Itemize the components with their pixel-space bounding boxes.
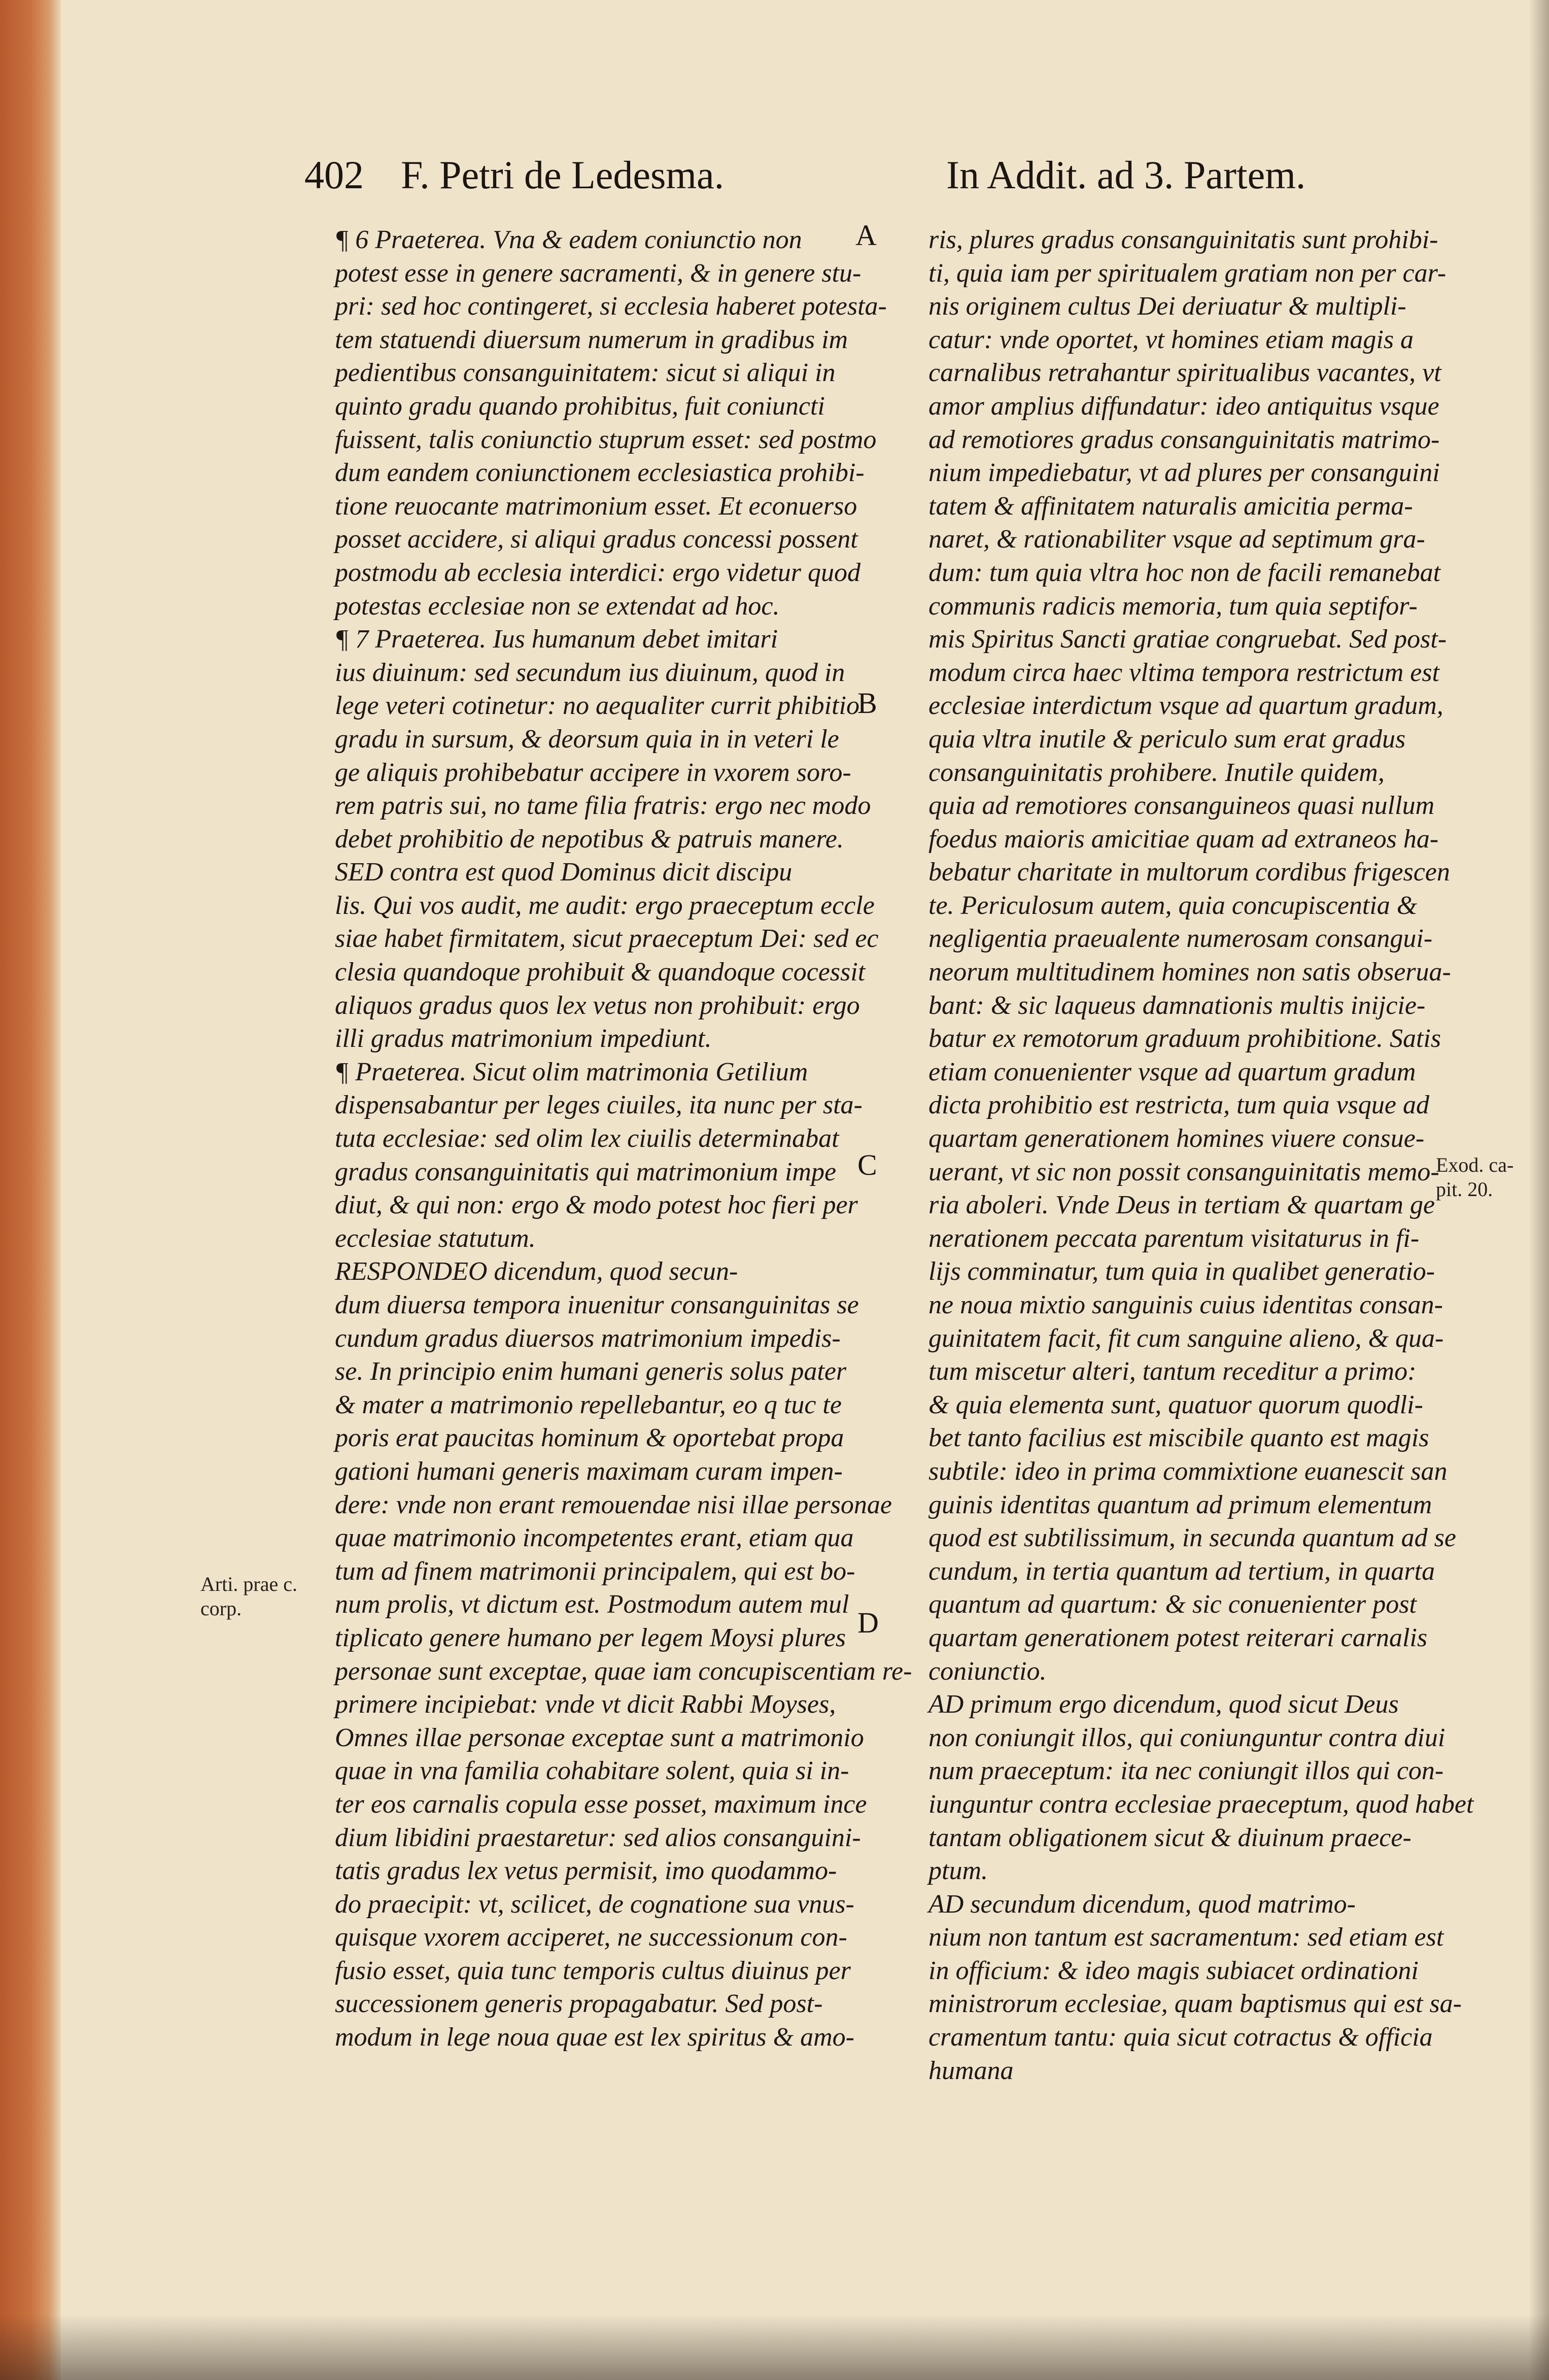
text-line: cundum, in tertia quantum ad tertium, in quarta <box>928 1556 1435 1586</box>
text-line: primere incipiebat: vnde vt dicit Rabbi Moyses, <box>335 1690 836 1719</box>
text-line: do praecipit: vt, scilicet, de cognatione sua vnus- <box>335 1889 854 1919</box>
text-line: ria aboleri. Vnde Deus in tertiam & quartam ge <box>928 1191 1435 1220</box>
text-line: amor amplius diffundatur: ideo antiquitus vsque <box>928 391 1439 421</box>
text-line: poris erat paucitas hominum & oportebat propa <box>335 1423 844 1453</box>
text-line: illi gradus matrimonium impediunt. <box>335 1024 712 1053</box>
running-head-author: F. Petri de Ledesma. <box>401 153 725 197</box>
text-line: potest esse in genere sacramenti, & in genere stu- <box>335 258 862 288</box>
section-marker-c: C <box>857 1148 877 1181</box>
text-line: modum in lege noua quae est lex spiritus & amo- <box>335 2023 854 2052</box>
text-line: quartam generationem potest reiterari carnalis <box>928 1623 1428 1652</box>
text-line: quia vltra inutile & periculo sum erat gradus <box>928 724 1406 754</box>
text-line: naret, & rationabiliter vsque ad septimum gra- <box>928 525 1425 554</box>
text-line: lijs comminatur, tum quia in qualibet generatio- <box>928 1257 1435 1286</box>
text-line: tiplicato genere humano per legem Moysi plures <box>335 1623 846 1652</box>
text-line: uerant, vt sic non possit consanguinitatis memo- <box>928 1157 1439 1186</box>
text-line: te. Periculosum autem, quia concupiscentia & <box>928 891 1418 920</box>
text-line: cramentum tantu: quia sicut cotractus & officia <box>928 2023 1433 2052</box>
text-line: tem statuendi diuersum numerum in gradibus im <box>335 325 848 354</box>
text-line: ris, plures gradus consanguinitatis sunt prohibi- <box>928 225 1438 254</box>
text-line: modum circa haec vltima tempora restrictum est <box>928 658 1440 687</box>
margin-note-line: Arti. prae c. <box>200 1573 298 1595</box>
text-line: guinitatem facit, fit cum sanguine alieno, & qua- <box>928 1323 1444 1353</box>
text-line: postmodu ab ecclesia interdici: ergo videtur quod <box>335 558 860 587</box>
text-line: successionem generis propagabatur. Sed post- <box>335 1989 823 2019</box>
section-marker-b: B <box>857 687 877 720</box>
text-line: rem patris sui, no tame filia fratris: ergo nec modo <box>335 791 871 821</box>
text-line: nerationem peccata parentum visitaturus in fi- <box>928 1223 1420 1253</box>
text-line: tum miscetur alteri, tantum receditur a primo: <box>928 1357 1417 1386</box>
text-line: communis radicis memoria, tum quia septifor- <box>928 591 1418 621</box>
text-line: ¶ 7 Praeterea. Ius humanum debet imitari <box>335 625 778 654</box>
text-line: coniunctio. <box>928 1656 1047 1686</box>
text-line: & mater a matrimonio repellebantur, eo q tuc te <box>335 1390 842 1419</box>
text-line: bant: & sic laqueus damnationis multis inijcie- <box>928 991 1426 1020</box>
text-line: bebatur charitate in multorum cordibus frigescen <box>928 858 1450 887</box>
text-line: tum ad finem matrimonii principalem, qui est bo- <box>335 1556 855 1586</box>
text-line: ecclesiae statutum. <box>335 1223 536 1253</box>
text-line: guinis identitas quantum ad primum elementum <box>928 1490 1432 1519</box>
text-line: neorum multitudinem homines non satis obserua- <box>928 958 1451 987</box>
text-line: nium non tantum est sacramentum: sed etiam est <box>928 1923 1444 1952</box>
text-line: ptum. <box>928 1856 988 1886</box>
text-line: lege veteri cotinetur: no aequaliter currit phibitio <box>335 691 860 721</box>
text-line: diut, & qui non: ergo & modo potest hoc fieri per <box>335 1191 858 1220</box>
text-line: ad remotiores gradus consanguinitatis matrimo- <box>928 425 1440 454</box>
text-line: pri: sed hoc contingeret, si ecclesia haberet potesta- <box>335 292 887 321</box>
text-line: personae sunt exceptae, quae iam concupiscentiam re- <box>335 1656 912 1686</box>
running-head-section: In Addit. ad 3. Partem. <box>946 153 1306 197</box>
text-line: ecclesiae interdictum vsque ad quartum gradum, <box>928 691 1443 721</box>
text-line: dum diuersa tempora inuenitur consanguinitas se <box>335 1290 859 1319</box>
text-line: nium impediebatur, vt ad plures per consanguini <box>928 458 1440 488</box>
text-line: batur ex remotorum graduum prohibitione. Satis <box>928 1024 1441 1053</box>
text-line: gradus consanguinitatis qui matrimonium impe <box>335 1157 837 1186</box>
page-number: 402 <box>304 153 364 197</box>
text-line: nis originem cultus Dei deriuatur & multipli- <box>928 292 1406 321</box>
text-line: clesia quandoque prohibuit & quandoque cocessit <box>335 958 866 987</box>
text-line: potestas ecclesiae non se extendat ad hoc. <box>335 591 780 621</box>
text-line: quia ad remotiores consanguineos quasi nullum <box>928 791 1435 821</box>
text-line: ius diuinum: sed secundum ius diuinum, quod in <box>335 658 845 687</box>
text-line: RESPONDEO dicendum, quod secun- <box>335 1257 738 1286</box>
text-line: tatis gradus lex vetus permisit, imo quodammo- <box>335 1856 837 1886</box>
text-line: etiam conuenienter vsque ad quartum gradum <box>928 1057 1416 1086</box>
section-marker-a: A <box>855 219 877 252</box>
text-line: lis. Qui vos audit, me audit: ergo praeceptum eccle <box>335 891 875 920</box>
text-line: dum: tum quia vltra hoc non de facili remanebat <box>928 558 1441 587</box>
text-line: dum eandem coniunctionem ecclesiastica prohibi- <box>335 458 865 488</box>
text-line: tione reuocante matrimonium esset. Et econuerso <box>335 491 857 521</box>
text-line: SED contra est quod Dominus dicit discipu <box>335 858 793 887</box>
text-line: iunguntur contra ecclesiae praeceptum, quod habet <box>928 1789 1474 1819</box>
text-line: in officium: & ideo magis subiacet ordinationi <box>928 1956 1419 1985</box>
page-edge <box>0 0 61 2380</box>
text-line: dicta prohibitio est restricta, tum quia vsque ad <box>928 1091 1429 1120</box>
text-line: cundum gradus diuersos matrimonium impedis- <box>335 1323 841 1353</box>
page-bottom-shadow <box>0 2314 1549 2380</box>
text-line: fuissent, talis coniunctio stuprum esset: sed postmo <box>335 425 877 454</box>
text-line: debet prohibitio de nepotibus & patruis manere. <box>335 824 844 854</box>
text-line: pedientibus consanguinitatem: sicut si aliqui in <box>335 358 836 388</box>
margin-note-line: Exod. ca- <box>1436 1153 1514 1176</box>
text-line: non coniungit illos, qui coniunguntur contra diui <box>928 1723 1445 1752</box>
text-line: ministrorum ecclesiae, quam baptismus qui est sa- <box>928 1989 1462 2019</box>
margin-note-left <box>200 1572 297 1621</box>
text-line: quisque vxorem acciperet, ne successionum con- <box>335 1923 847 1952</box>
text-line: dispensabantur per leges ciuiles, ita nunc per sta- <box>335 1091 863 1120</box>
text-line: quae in vna familia cohabitare solent, quia si in- <box>335 1756 849 1786</box>
text-line: carnalibus retrahantur spiritualibus vacantes, vt <box>928 358 1441 388</box>
text-line: subtile: ideo in prima commixtione euanescit san <box>928 1456 1448 1486</box>
text-line: ge aliquis prohibebatur accipere in vxorem soro- <box>335 758 851 787</box>
margin-note-line: pit. 20. <box>1436 1178 1493 1201</box>
section-marker-d: D <box>857 1606 879 1639</box>
text-line: ti, quia iam per spiritualem gratiam non per car- <box>928 258 1447 288</box>
text-line: catur: vnde oportet, vt homines etiam magis a <box>928 325 1414 354</box>
left-text-column <box>335 223 912 2054</box>
text-line: dium libidini praestaretur: sed alios consanguini- <box>335 1823 861 1852</box>
text-line: ne noua mixtio sanguinis cuius identitas consan- <box>928 1290 1443 1319</box>
text-line: tuta ecclesiae: sed olim lex ciuilis determinabat <box>335 1124 839 1153</box>
text-line: & quia elementa sunt, quatuor quorum quodli- <box>928 1390 1423 1419</box>
text-line: quartam generationem homines viuere consue- <box>928 1124 1425 1153</box>
text-line: ¶ 6 Praeterea. Vna & eadem coniunctio non <box>335 225 802 254</box>
text-line: tatem & affinitatem naturalis amicitia perma- <box>928 491 1413 521</box>
text-line: AD primum ergo dicendum, quod sicut Deus <box>928 1690 1399 1719</box>
text-line: humana <box>928 2056 1014 2085</box>
text-line: quinto gradu quando prohibitus, fuit coniuncti <box>335 391 825 421</box>
text-line: aliquos gradus quos lex vetus non prohibuit: ergo <box>335 991 860 1020</box>
text-line: mis Spiritus Sancti gratiae congruebat. Sed post- <box>928 625 1447 654</box>
text-line: consanguinitatis prohibere. Inutile quidem, <box>928 758 1385 787</box>
text-line: siae habet firmitatem, sicut praeceptum Dei: sed ec <box>335 924 879 954</box>
text-line: AD secundum dicendum, quod matrimo- <box>928 1889 1356 1919</box>
text-line: ter eos carnalis copula esse posset, maximum ince <box>335 1789 867 1819</box>
text-line: dere: vnde non erant remouendae nisi illae personae <box>335 1490 892 1519</box>
text-line: fusio esset, quia tunc temporis cultus diuinus per <box>335 1956 851 1985</box>
text-line: quod est subtilissimum, in secunda quantum ad se <box>928 1523 1456 1553</box>
text-line: negligentia praeualente numerosam consangui- <box>928 924 1433 954</box>
text-line: foedus maioris amicitiae quam ad extraneos ha- <box>928 824 1439 854</box>
text-line: num praeceptum: ita nec coniungit illos qui con- <box>928 1756 1444 1786</box>
text-line: gationi humani generis maximam curam impen- <box>335 1456 843 1486</box>
margin-note-line: corp. <box>200 1597 242 1620</box>
text-line: bet tanto facilius est miscibile quanto est magis <box>928 1423 1429 1453</box>
text-line: gradu in sursum, & deorsum quia in in veteri le <box>335 724 839 754</box>
text-line: num prolis, vt dictum est. Postmodum autem mul <box>335 1590 849 1619</box>
text-line: posset accidere, si aliqui gradus concessi possent <box>335 525 858 554</box>
text-line: tantam obligationem sicut & diuinum praece- <box>928 1823 1412 1852</box>
page-gutter-shadow <box>1529 0 1549 2380</box>
text-line: quantum ad quartum: & sic conuenienter post <box>928 1590 1417 1619</box>
text-line: Omnes illae personae exceptae sunt a matrimonio <box>335 1723 864 1752</box>
text-line: ¶ Praeterea. Sicut olim matrimonia Getilium <box>335 1057 808 1086</box>
margin-note-right <box>1436 1153 1513 1202</box>
text-line: quae matrimonio incompetentes erant, etiam qua <box>335 1523 854 1553</box>
text-line: se. In principio enim humani generis solus pater <box>335 1357 847 1386</box>
